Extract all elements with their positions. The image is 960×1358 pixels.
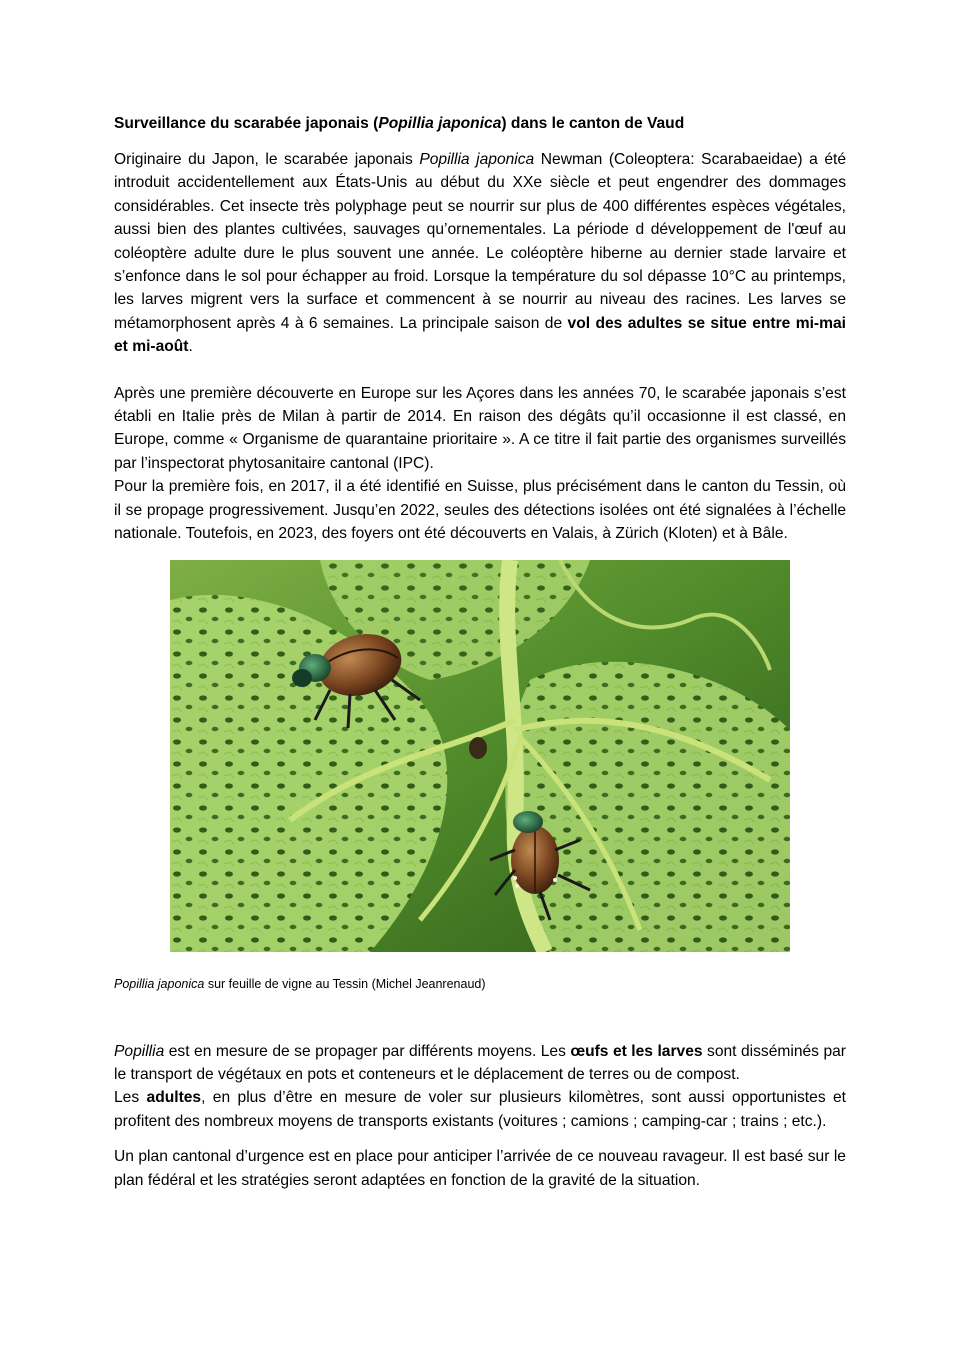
para4-text-1: est en mesure de se propager par différents moyens. Les: [164, 1042, 571, 1060]
caption-text: sur feuille de vigne au Tessin (Michel Jeanrenaud): [204, 976, 486, 991]
paragraph-plan: Un plan cantonal d’urgence est en place pour anticiper l’arrivée de ce nouveau ravageur. Il est basé sur le plan fédéral et les stratégies seront adaptées en fonction de la gravité de la situation.: [114, 1148, 846, 1189]
document-title: [114, 112, 846, 136]
title-suffix: ) dans le canton de Vaud: [501, 115, 685, 132]
paragraph-spread: [114, 1040, 846, 1087]
figure-caption: [114, 976, 846, 992]
para4-text-2: sont disséminés par le transport de végétaux en pots et conteneurs et le déplacement de terres ou de compost.: [114, 1042, 846, 1083]
para1-species: Popillia japonica: [419, 151, 535, 168]
paragraph-switzerland: Pour la première fois, en 2017, il a été identifié en Suisse, plus précisément dans le canton du Tessin, où il se propage progressivement. Jusqu’en 2022, seules des détections isolées ont été signalées à l’échelle nationale. Toutefois, en 2023, des foyers ont été découverts en Valais, à Zürich (Kloten) et à Bâle.: [114, 478, 846, 543]
para1-text-1: Originaire du Japon, le scarabée japonais: [114, 151, 420, 168]
paragraph-europe: Après une première découverte en Europe sur les Açores dans les années 70, le scarabée japonais s’est établi en Italie près de Milan à partir de 2014. En raison des dégâts qu’il occasionne il est classé, en Europe, comme « Organisme de quarantaine prioritaire ». A ce titre il fait partie des organismes surveillés par l’inspectorat phytosanitaire cantonal (IPC).: [114, 384, 846, 472]
title-species: Popillia japonica: [378, 115, 502, 132]
para4-species: Popillia: [114, 1042, 165, 1060]
document-page: [114, 112, 846, 1192]
title-prefix: Surveillance du scarabée japonais (: [114, 115, 379, 132]
para1-text-3: .: [188, 338, 193, 356]
para5-adults: adultes: [146, 1089, 202, 1107]
caption-species: Popillia japonica: [114, 976, 205, 991]
paragraph-origin: [114, 148, 846, 359]
para5-text-2: , en plus d’être en mesure de voler sur plusieurs kilomètres, sont aussi opportunistes et profitent des nombreux moyens de transports existants (voitures ; camions ; camping-car ; trains ; etc.).: [114, 1089, 846, 1130]
para1-flight-season: vol des adultes se situe entre mi-mai et mi-août: [114, 314, 846, 356]
para5-text-1: Les: [114, 1089, 147, 1107]
beetle-photo-illustration: [170, 560, 790, 952]
para4-eggs-larvae: œufs et les larves: [570, 1042, 703, 1060]
paragraph-adults: [114, 1086, 846, 1133]
para1-text-2: Newman (Coleoptera: Scarabaeidae) a été introduit accidentellement aux États-Unis au début du XXe siècle et peut engendrer des dommages considérables. Cet insecte très polyphage peut se nourrir sur plus de 400 différentes espèces végétales, aussi bien des plantes cultivées, sauvages qu’ornementales. La période d développement de l'œuf au coléoptère adulte dure le plus souvent une année. Le coléoptère hiberne au dernier stade larvaire et s’enfonce dans le sol pour échapper au froid. Lorsque la température du sol dépasse 10°C au printemps, les larves migrent vers la surface et commencent à se nourrir au niveau des racines. Les larves se métamorphosent après 4 à 6 semaines. La principale saison de: [114, 151, 847, 332]
beetle-photo: [170, 560, 790, 952]
